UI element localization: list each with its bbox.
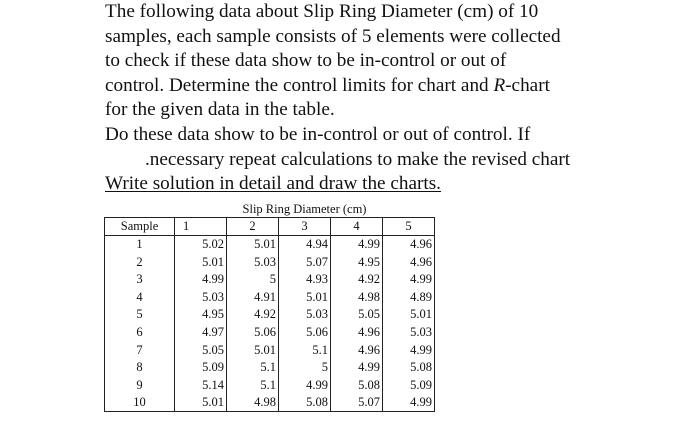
- diameter-cell: 5.01: [279, 288, 331, 306]
- diameter-cell: 4.96: [383, 235, 435, 253]
- diameter-cell: 5.1: [227, 376, 279, 394]
- diameter-cell: 5.01: [175, 253, 227, 271]
- diameter-cell: 5.05: [175, 341, 227, 359]
- table-row: [105, 306, 435, 324]
- r-chart-suffix: -chart: [505, 74, 550, 96]
- diameter-cell: 5.09: [175, 358, 227, 376]
- table-title: Slip Ring Diameter (cm): [175, 200, 435, 218]
- sample-number-cell: 1: [105, 235, 175, 253]
- diameter-cell: 4.96: [331, 323, 383, 341]
- diameter-cell: 5.14: [175, 376, 227, 394]
- sample-number-cell: 2: [105, 253, 175, 271]
- problem-statement: [105, 0, 605, 197]
- problem-line-4: [105, 74, 605, 99]
- diameter-cell: 5.06: [227, 323, 279, 341]
- header-sample: Sample: [105, 218, 175, 236]
- header-col-2: 2: [227, 218, 279, 236]
- header-col-3: 3: [279, 218, 331, 236]
- diameter-cell: 4.95: [175, 306, 227, 324]
- diameter-cell: 5.01: [227, 341, 279, 359]
- problem-line-1: The following data about Slip Ring Diameter (cm) of 10: [105, 1, 539, 22]
- table-row: [105, 341, 435, 359]
- diameter-cell: 4.99: [383, 341, 435, 359]
- table-row: [105, 235, 435, 253]
- diameter-cell: 4.92: [227, 306, 279, 324]
- diameter-cell: 4.91: [227, 288, 279, 306]
- table-header-row: [105, 218, 435, 236]
- sample-number-cell: 8: [105, 358, 175, 376]
- diameter-cell: 4.99: [279, 376, 331, 394]
- sample-number-cell: 5: [105, 306, 175, 324]
- problem-line-2: samples, each sample consists of 5 elements were collected: [105, 25, 561, 47]
- header-col-1: 1: [175, 218, 227, 236]
- diameter-cell: 5.1: [227, 358, 279, 376]
- diameter-cell: 5.03: [175, 288, 227, 306]
- header-col-5: 5: [383, 218, 435, 236]
- table-row: [105, 394, 435, 412]
- sample-number-cell: 9: [105, 376, 175, 394]
- problem-line-8: Write solution in detail and draw the charts.: [105, 173, 441, 195]
- diameter-cell: 5.02: [175, 235, 227, 253]
- diameter-cell: 4.99: [175, 270, 227, 288]
- diameter-cell: 5.07: [279, 253, 331, 271]
- diameter-cell: 4.92: [331, 270, 383, 288]
- diameter-cell: 5.05: [331, 306, 383, 324]
- diameter-cell: 4.99: [331, 235, 383, 253]
- problem-line-5: for the given data in the table.: [105, 99, 335, 121]
- diameter-cell: 5.09: [383, 376, 435, 394]
- table-row: [105, 288, 435, 306]
- sample-number-cell: 10: [105, 394, 175, 412]
- r-chart-italic-letter: R: [493, 74, 506, 96]
- table-body: [105, 235, 435, 411]
- diameter-cell: 5.1: [279, 341, 331, 359]
- table-row: [105, 323, 435, 341]
- sample-number-cell: 7: [105, 341, 175, 359]
- diameter-cell: 5.08: [383, 358, 435, 376]
- diameter-cell: 5.08: [279, 394, 331, 412]
- table-title-row: [105, 200, 435, 218]
- sample-number-cell: 6: [105, 323, 175, 341]
- diameter-cell: 4.98: [331, 288, 383, 306]
- diameter-cell: 4.89: [383, 288, 435, 306]
- diameter-cell: 5.07: [331, 394, 383, 412]
- table-row: [105, 358, 435, 376]
- diameter-cell: 4.93: [279, 270, 331, 288]
- table-row: [105, 270, 435, 288]
- problem-line-4-text: control. Determine the control limits for chart and: [105, 74, 494, 96]
- header-col-4: 4: [331, 218, 383, 236]
- diameter-cell: 5.01: [175, 394, 227, 412]
- diameter-cell: 4.97: [175, 323, 227, 341]
- diameter-cell: 5.03: [227, 253, 279, 271]
- sample-number-cell: 3: [105, 270, 175, 288]
- diameter-cell: 5.06: [279, 323, 331, 341]
- table-row: [105, 253, 435, 271]
- sample-number-cell: 4: [105, 288, 175, 306]
- diameter-cell: 4.99: [331, 358, 383, 376]
- diameter-cell: 5.03: [383, 323, 435, 341]
- diameter-cell: 4.95: [331, 253, 383, 271]
- diameter-cell: 5: [279, 358, 331, 376]
- diameter-cell: 4.94: [279, 235, 331, 253]
- diameter-cell: 5: [227, 270, 279, 288]
- diameter-cell: 5.08: [331, 376, 383, 394]
- diameter-cell: 5.01: [227, 235, 279, 253]
- problem-line-6: Do these data show to be in-control or out of control. If: [105, 123, 531, 145]
- diameter-cell: 5.01: [383, 306, 435, 324]
- diameter-cell: 4.99: [383, 270, 435, 288]
- diameter-cell: 4.96: [331, 341, 383, 359]
- diameter-cell: 4.99: [383, 394, 435, 412]
- diameter-cell: 4.98: [227, 394, 279, 412]
- diameter-cell: 4.96: [383, 253, 435, 271]
- problem-line-7: .necessary repeat calculations to make the revised chart: [145, 148, 571, 170]
- data-table: [104, 200, 435, 412]
- problem-line-3: to check if these data show to be in-control or out of: [105, 50, 507, 72]
- table-row: [105, 376, 435, 394]
- diameter-cell: 5.03: [279, 306, 331, 324]
